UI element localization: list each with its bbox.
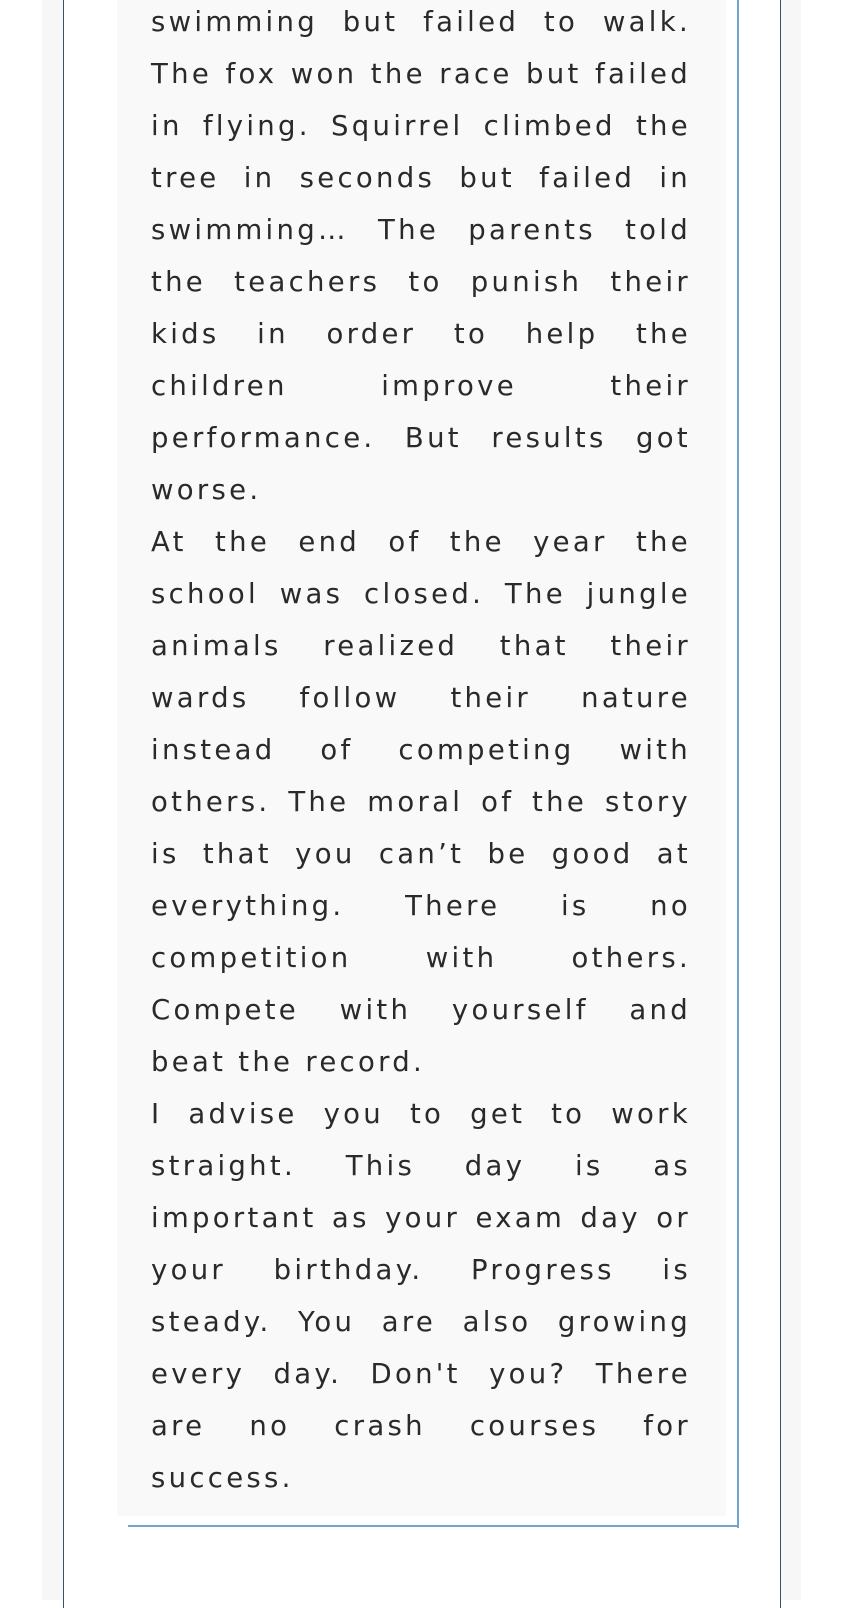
- card-accent-right-border: [737, 0, 739, 1528]
- card-accent-bottom-border: [128, 1525, 739, 1527]
- story-text: [151, 0, 691, 1504]
- story-paragraph: At the end of the year the school was closed. The jungle animals realized that their wards follow their nature instead of competing with others. The moral of the story is that you can’t be good at everything. There is no competition with others. Compete with yourself and beat the record.: [151, 526, 691, 1078]
- story-paragraph: I advise you to get to work straight. This day is as important as your exam day or your birthday. Progress is steady. You are also growing every day. Don't you? There are no crash courses for success.: [151, 1098, 691, 1494]
- story-paragraph: swimming but failed to walk. The fox won the race but failed in flying. Squirrel climbed the tree in seconds but failed in swimming… The parents told the teachers to punish their kids in order to help the children improve their performance. But results got worse.: [151, 6, 691, 506]
